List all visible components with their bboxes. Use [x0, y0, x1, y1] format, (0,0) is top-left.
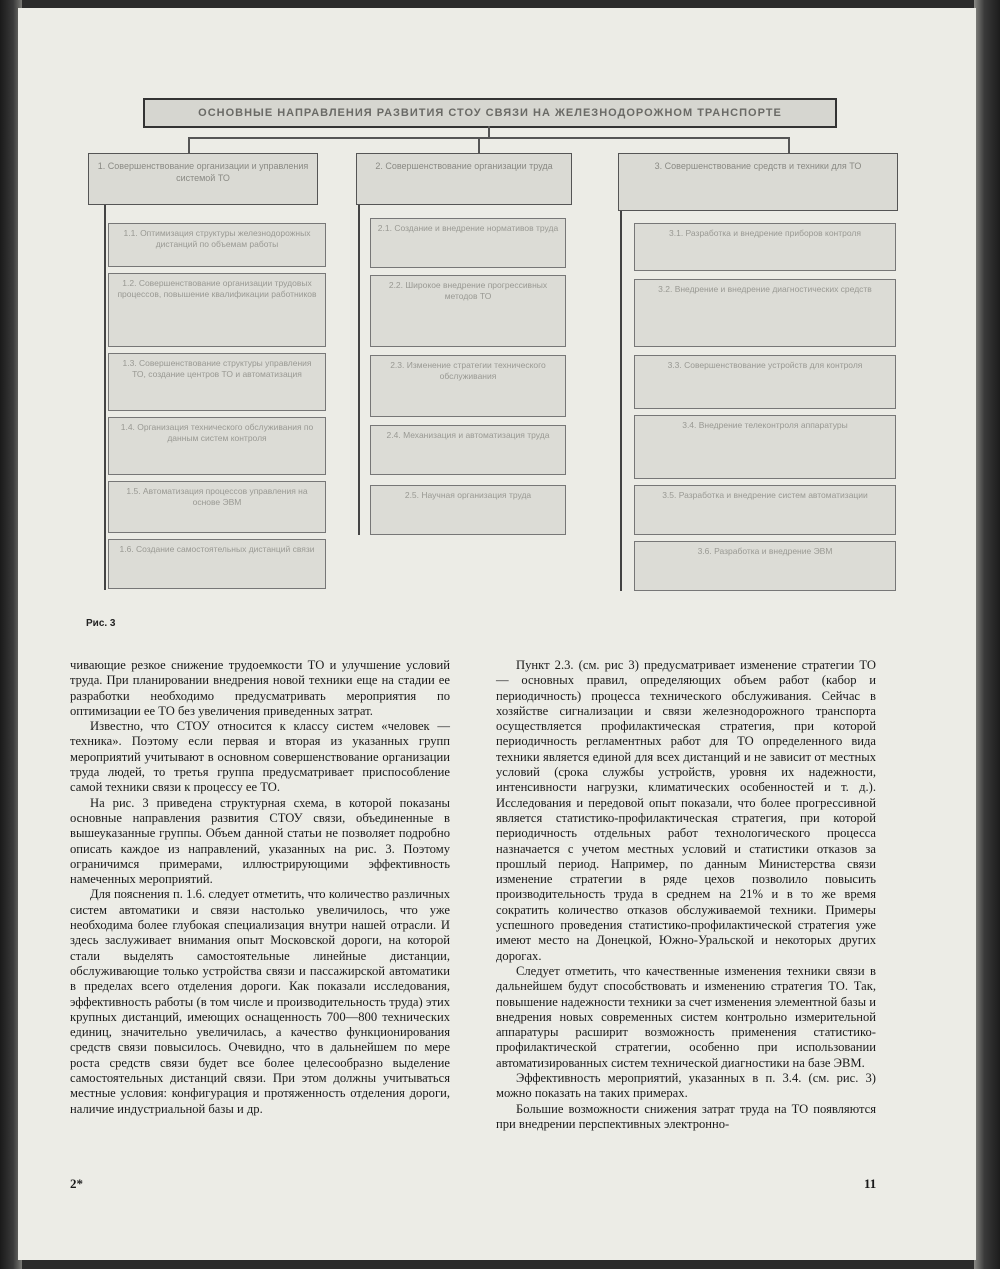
paragraph: Эффективность мероприятий, указанных в п. 3.4. (см. рис. 3) можно показать на таких примерах.: [496, 1071, 876, 1101]
connector: [788, 137, 790, 153]
structure-diagram: [88, 93, 908, 603]
paragraph: Следует отметить, что качественные изменения техники связи в дальнейшем будут способствовать и изменению стратегия ТО. Так, повышение надежности техники за счет изменения элементной базы и внедрения новых современных систем контрольно измерительной аппаратуры расширит возможность применения статистико-профилактической стратегии, особенно при использовании автоматизированных систем технической диагностики на базе ЭВМ.: [496, 963, 876, 1070]
page-number-right: 11: [864, 1176, 877, 1191]
group-2-box: [356, 153, 572, 205]
group-1-item: 1.3. Совершенствование структуры управления ТО, создание центров ТО и автоматизация: [108, 353, 326, 411]
connector: [478, 137, 480, 153]
figure-label: Рис. 3: [86, 618, 116, 629]
left-text-column: [70, 658, 450, 1117]
page: [18, 8, 976, 1260]
page-number-left: 2*: [70, 1176, 83, 1191]
paragraph: На рис. 3 приведена структурная схема, в которой показаны основные направления развития СТОУ связи, объединенные в вышеуказанные группы. Объем данной статьи не позволяет подробно описать каждое из направлений, указанных на рис. 3. Поэтому ограничимся примерами, иллюстрирующими эффективность намеченных мероприятий.: [70, 795, 450, 887]
group-2-item: 2.1. Создание и внедрение нормативов труда: [370, 218, 566, 268]
group-1-heading: 1. Совершенствование организации и управления системой ТО: [97, 161, 309, 183]
group-3-item: 3.1. Разработка и внедрение приборов контроля: [634, 223, 896, 271]
group-1-item: 1.2. Совершенствование организации трудовых процессов, повышение квалификации работников: [108, 273, 326, 347]
group-3-item: 3.5. Разработка и внедрение систем автоматизации: [634, 485, 896, 535]
group-1-box: [88, 153, 318, 205]
page-edge-shadow: [974, 0, 1000, 1269]
group-3-item: 3.3. Совершенствование устройств для контроля: [634, 355, 896, 409]
group-2-heading: 2. Совершенствование организации труда: [375, 161, 553, 171]
diagram-title: ОСНОВНЫЕ НАПРАВЛЕНИЯ РАЗВИТИЯ СТОУ СВЯЗИ НА ЖЕЛЕЗНОДОРОЖНОМ ТРАНСПОРТЕ: [198, 107, 782, 119]
group-3-item: 3.2. Внедрение и внедрение диагностических средств: [634, 279, 896, 347]
group-2-spine: [358, 205, 360, 535]
paragraph: Пункт 2.3. (см. рис 3) предусматривает изменение стратегии ТО — основных правил, определяющих объем работ (кабор и периодичность) процесса технического обслуживания. Сейчас в хозяйстве сигнализации и связи железнодорожного транспорта осуществляется профилактическая стратегия, при которой периодичность регламентных работ для ТО определенного вида техники является единой для всех дистанций и не зависит от местных условий (срока службы устройств, уровня их надежности, интенсивности нагрузки, климатических особенностей и т. д.). Исследования и передовой опыт показали, что более прогрессивной является статистико-профилактическая стратегия, при которой периодичность отдельных работ технологического процесса назначается с учетом местных условий и статистики отказов за прошлый период. Например, по данным Министерства связи изменение стратегии в ряде цехов позволило повысить производительность труда в среднем на 21% и в то же время сократить количество отказов обслуживаемой техники. Примеры успешного проведения статистико-профилактической стратегия уже имеют место на Донецкой, Южно-Уральской и некоторых других дорогах.: [496, 658, 876, 963]
group-1-spine: [104, 205, 106, 590]
group-1-item: 1.1. Оптимизация структуры железнодорожных дистанций по объемам работы: [108, 223, 326, 267]
group-2-item: 2.5. Научная организация труда: [370, 485, 566, 535]
paragraph: чивающие резкое снижение трудоемкости ТО и улучшение условий труда. При планировании внедрения новой техники еще на стадии ее разработки необходимо предусматривать мероприятия по оптимизации ее ТО без увеличения приведенных затрат.: [70, 658, 450, 718]
diagram-title-box: [143, 98, 837, 128]
paragraph: Для пояснения п. 1.6. следует отметить, что количество различных систем автоматики и связи настолько увеличилось, что уже необходима более глубокая специализация внутри нашей отрасли. И здесь заслуживает внимания опыт Московской дороги, на которой стали выделять самостоятельные линейные дистанции, обслуживающие только устройства связи и пассажирской автоматики в пределах всего отделения дороги. Как показали исследования, эффективность работы (в том числе и производительность труда) этих крупных дистанций, имеющих оснащенность 700—800 технических единиц, значительно увеличилась, а качество функционирования средств связи повысилось. Очевидно, что в дальнейшем по мере роста средств связи будет все более целесообразно выделение самостоятельных дистанций связи. При этом должны учитываться местные условия: конфигурация и протяженность отделения дороги, наличие индустриальной базы и др.: [70, 887, 450, 1116]
connector: [188, 137, 190, 153]
paragraph: Известно, что СТОУ относится к классу систем «человек — техника». Поэтому если первая и вторая из указанных групп мероприятий учитывают в основном совершенствование организации труда людей, то третья группа предусматривает приспособление самой техники связи к процессу ее ТО.: [70, 719, 450, 795]
group-3-box: [618, 153, 898, 211]
connector: [188, 137, 788, 139]
group-1-item: 1.6. Создание самостоятельных дистанций связи: [108, 539, 326, 589]
paragraph: Большие возможности снижения затрат труда на ТО появляются при внедрении перспективных электронно-: [496, 1101, 876, 1131]
group-2-item: 2.2. Широкое внедрение прогрессивных методов ТО: [370, 275, 566, 347]
group-2-item: 2.3. Изменение стратегии технического обслуживания: [370, 355, 566, 417]
group-1-item: 1.5. Автоматизация процессов управления на основе ЭВМ: [108, 481, 326, 533]
group-1-item: 1.4. Организация технического обслуживания по данным систем контроля: [108, 417, 326, 475]
group-2-item: 2.4. Механизация и автоматизация труда: [370, 425, 566, 475]
group-3-heading: 3. Совершенствование средств и техники для ТО: [654, 161, 862, 171]
group-3-spine: [620, 211, 622, 591]
right-text-column: [496, 658, 876, 1132]
group-3-item: 3.6. Разработка и внедрение ЭВМ: [634, 541, 896, 591]
group-3-item: 3.4. Внедрение телеконтроля аппаратуры: [634, 415, 896, 479]
